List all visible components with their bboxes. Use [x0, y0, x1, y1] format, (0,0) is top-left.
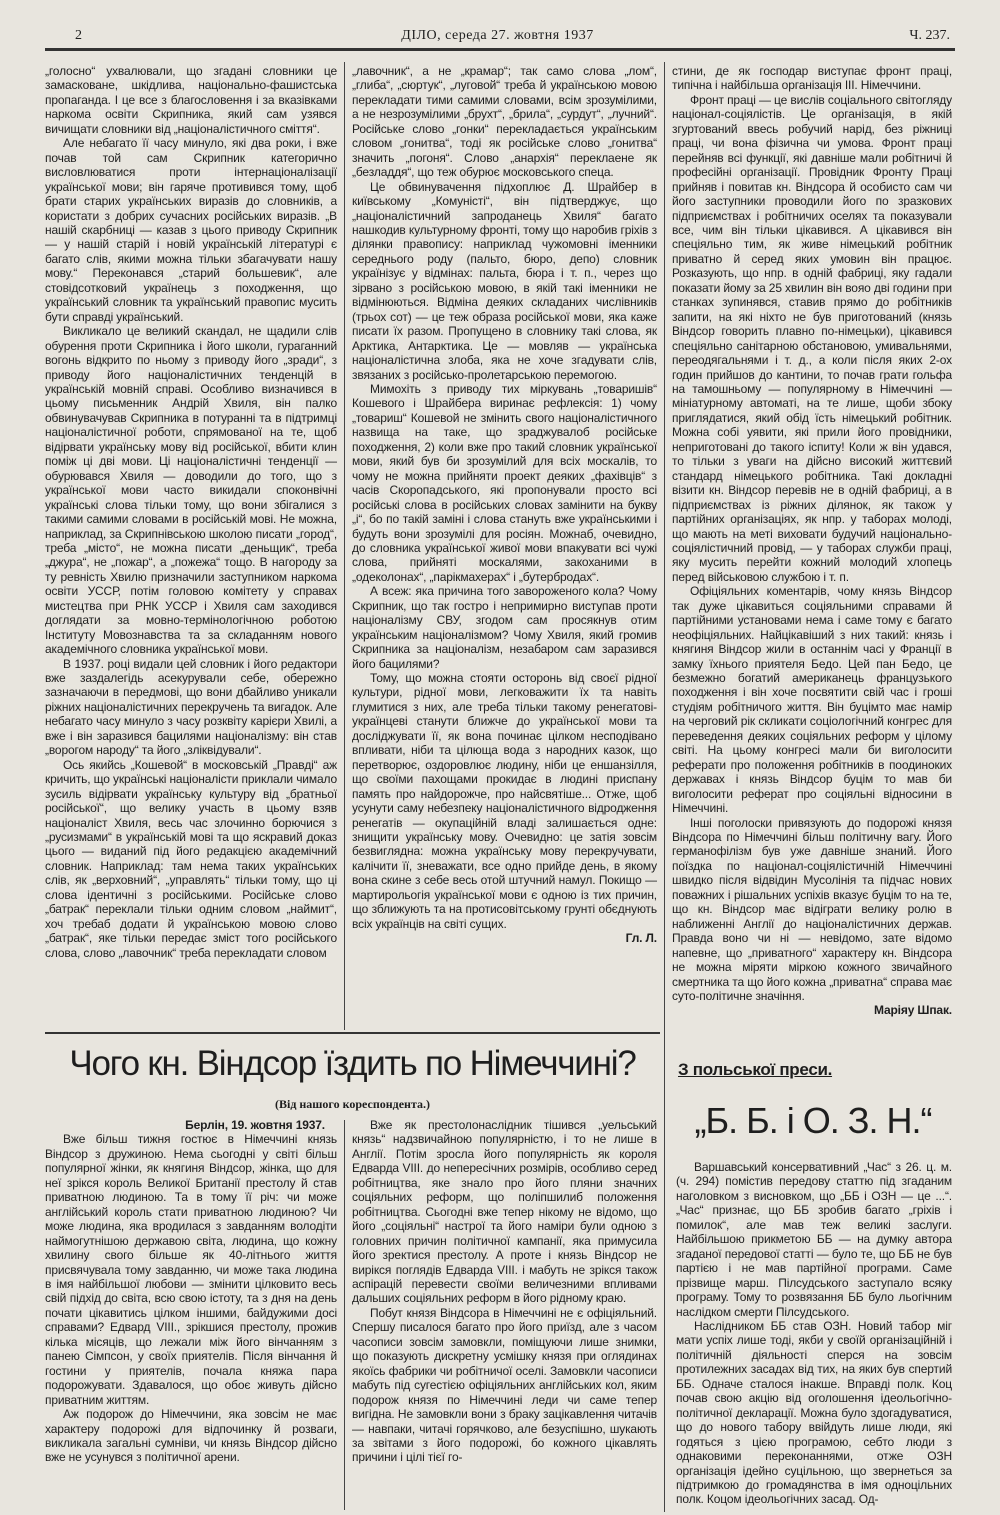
paragraph: Це обвинувачення підхоплює Д. Шрайбер в київському „Комуністі“, він підтверджує, що „націоналістичний запроданець Хвиля“ багато нашкодив культурному фронті, тому що наробив гріхів з ділянки правопису: наприклад чужомовні іменники середнього роду (пальто, бюро, депо) словник українізує у відмінах: пальта, бюра і т. п., через що зірвано з російською мовою, в якій такі іменники не відмінюються. Відміна деяких складаних числівників (трьох сот) — це теж образа російської мови, яка каже писати їх разом. Пропущено в словнику такі слова, як Арктика, Антарктика. Це — мовляв — українська націоналістична злоба, яка не хоче згадувати слів, звязаних з російсько-пролетарською перемогою.	[352, 179, 657, 382]
paragraph: Варшавський консервативний „Час“ з 26. ц. м. (ч. 294) помістив передову статтю під згаданим наголовком з висновком, що „ББ і ОЗН — це ...“. „Час“ признає, що ББ зробив багато „гріхів і помилок“, але мав теж великі заслуги. Найбільшою прикметою ББ — на думку автора згаданої передової статті — було те, що ББ не був партією і не мав партійної програми. Саме прізвище марш. Пілсудського заступало всяку програму. Тому то розвязання ББ було льогічним наслідком смерти Пілсудського.	[676, 1160, 952, 1319]
paragraph: Вже як престолонаслідник тішився „уельський князь“ надзвичайною популярністю, і то не лише в Англії. Потім зросла його популярність як короля Едварда VIII. до непересічних розмірів, особливо серед робітництва, яке знало про його пляни значних соціяльних реформ, що поліпшилиб положення робітництва. Сьогодні вже тепер нікому не відомо, що його „соціяльні“ настрої та його наміри були одною з головних причин політичної кампанії, яка примусила його зректися престолу. А проте і князь Віндсор не вирікся поглядів Едварда VIII. і мабуть не зрікся також аспірацій перевести своїми величезними впливами дальших соціяльних реформ в його рідному краю.	[352, 1118, 657, 1306]
dateline: Берлін, 19. жовтня 1937.	[185, 1118, 325, 1132]
section-rule	[45, 1032, 660, 1034]
signature: Гл. Л.	[625, 931, 657, 946]
paragraph: Вже більш тижня гостює в Німеччині князь Віндсор з дружиною. Нема сьогодні у світі більш популярної жінки, як княгиня Віндсор, жінка, що для неї зрікся король Великої Британії престолу й став приватною людиною. Та в тому її річ: чи може англійський король стати приватною людиною? Чи може людина, яка вродилася з завданням володіти наймогутнішою державою світа, людина, що кожну хвилину свого більше як 40-літнього життя присвячувала тому завданню, чи може така людина в імя найбільшої любови — змінити цілковито весь свій підхід до світа, всю свою істоту, та з дня на день почати цікавитись цілком іншими, байдужими досі справами? Едвард VIII., зрікшися престолу, прожив кілька місяців, що лежали між його вінчанням з панею Сімпсон, у своїх приятелів. Після вінчання й гостини у приятелів, почала княжа пара подорожувати. Здавалося, що обоє живуть дійсно приватним життям.	[45, 1132, 337, 1407]
paragraph: А всеж: яка причина того завороженого кола? Чому Скрипник, що так гостро і непримирно виступав проти націоналізму СВУ, згодом сам просякнув отим українським націоналізмом? Чому Хвиля, який громив Скрипника за націоналізм, незабаром сам заразився його бацилями?	[352, 584, 657, 671]
paragraph: Мимохіть з приводу тих міркувань „товаришів“ Кошевого і Шрайбера виринає рефлексія: 1) чому „товариш“ Кошевой не змінить свого націоналістичного назвища на таке, що зраджувалоб російське походження, 2) коли вже про такий словник української мови, який був би зрозумілий для всіх москалів, то чому не можна прийняти проект деяких „фахівців“ з часів Скоропадського, які пропонували просто всі російські слова в російських словах замінити на букву „і“, бо по такій заміні і слова стануть вже українськими і будуть вони зрозумілі для росіян. Можнаб, очевидно, до словника української живої мови впакувати всі чужі слова, прийняті москалями, закоханими в „одеколонах“, „парікмахерах“ і „бутербродах“.	[352, 381, 657, 584]
paragraph: Ось якийсь „Кошевой“ в московській „Правді“ аж кричить, що українські націоналісти приклали чимало зусиль відірвати українську культуру від „братньої російської“, що велику участь в цьому взяв націоналіст Хвиля, весь час злочинно борючися з „русизмами“ в українській мові та що яскравий доказ цього — виданий під його редакцією академічний словник. Наприклад: там нема таких українських слів, як „верховний“, „управлять“ тільки тому, що ці слова ідентичні з російськими. Російське слово „батрак“ переклали тільки одним словом „наймит“, хоч требаб додати й українською мовою слово „батрак“, яке тільки передає зміст того російського слова, слово „лавочник“ треба перекладати словом	[45, 757, 337, 960]
paragraph: Офіціяльних коментарів, чому князь Віндсор так дуже цікавиться соціяльними справами й партійними установами нема і саме тому є багато неофіціяльних. Найцікавіший з них такий: князь і княгиня Віндсор жили в останнім часі у Франції в замку їхнього приятеля Бедо. Цей пан Бедо, це безмежно богатий американець французького походження і він хоче посвятити свій час і гроші студіям робітничого життя. Він буцімто має намір на черговий рік скликати соціологічний конгрес для переведення деяких соціяльних реформ у цілому світі. На цьому конгресі мали би виголосити реферати про положення робітників в поодиноких державах і князь Віндсор буцім то мав би виголосити реферат про соціяльні відносини в Німеччині.	[672, 584, 952, 816]
byline: (Від нашого кореспондента.)	[274, 1097, 430, 1111]
article1-column-2	[352, 64, 657, 1032]
column-divider	[344, 1120, 345, 1510]
paragraph: Тому, що можна стояти осторонь від своєї рідної культури, рідної мови, легковажити їх та навіть глумитися з них, але треба тільки такому ренегатові-українцеві станути ближче до української мови та досліджувати її, як вона починає цілком несподівано впливати, ніби та цілюща вода з народних казок, що перетворює, оздоровлює людину, ніби це еншанзілля, що своїми пахощами прокидає в людині приспану память про найдорожче, про найсвятіше... Отже, щоб усунути саму небезпеку націоналістичного відродження ренегатів — окупаційній владі залишається одне: знищити українську мову. Очевидно: це затія зовсім безвиглядна: можна українську мову перекручувати, калічити її, зневажати, все одно прийде день, в якому вона скине з себе весь отой штучний намул. Покищо — мартирольогія української мови є одною із тих причин, що зближують та на протисовітському грунті обєднують всіх українців на світі сущих.	[352, 671, 657, 931]
masthead: ДІЛО, середа 27. жовтня 1937	[401, 28, 594, 43]
header-rule	[45, 48, 955, 51]
section-title: З польської преси.	[678, 1060, 833, 1079]
paragraph: Викликало це великий скандал, не щадили слів обурення проти Скрипника і його школи, гураганний вогонь відкрито по ньому з приводу його „зради“, з приводу його націоналістичних тенденцій в українській мовній справі. Особливо визначився в цьому письменник Андрій Хвиля, він палко обвинувачував Скрипника в потуранні та в підтримці націоналістичної роботи, спрямованої на те, щоб відірвати українську мову від російської, вбити клин поміж ці дві мови. Ці націоналістичні тенденції — обурювався Хвиля — доводили до того, що з української мови часто викидали споконвічні українські слова тільки тому, що вони збігалися з такими самими словами в російській мові. Не можна, наприклад, за Скрипнівською школою писати „город“, треба „місто“, не можна писати „деньщик“, треба „джура“, не „пожар“, а „пожежа“ тощо. В нагороду за ту ревність Хвилю призначили заступником наркома освіти УССР, потім головою комітету у справах мистецтва при РНК УССР і Хвиля сам заходився доглядати за мовно-термінологічною роботою Інституту Мовознавства та за складанням нового академічного словника української мови.	[45, 324, 337, 657]
paragraph: Побут князя Віндсора в Німеччині не є офіціяльний. Спершу писалося багато про його приїзд, але з часом часописи зовсім замовкли, поміщуючи лише знимки, що показують дискретну усмішку князя при оглядинах якоїсь фабрики чи робітничої оселі. Замовкли часописи мабуть під сугестією офіціяльних англійських кол, яким подорож князя по Німеччині леди чи саме тепер вигідна. Не замовкли вони з браку зацікавлення читачів — навпаки, читачі горячково, але безуспішно, шукають за звітами з його подорожі, бо кожного цікавлять причини і цілі тієї го-	[352, 1305, 657, 1465]
column-divider	[344, 62, 345, 1030]
article2-column-2	[352, 1118, 657, 1513]
column-divider	[664, 62, 665, 1512]
signature: Маріяу Шпак.	[873, 1003, 952, 1018]
paragraph: Наслідником ББ став ОЗН. Новий табор міг мати успіх лише тоді, якби у своїй організаційній і політичній діяльності сперся на зовсім протилежних засадах від тих, на яких був спертий ББ. Одначе сталося інакше. Вправді полк. Коц почав свою акцію від оголошення ідеольогічно-політичної декларації. Можна було здогадуватися, що до нового табору ввійдуть лише люди, які годяться з цією програмою, себто люди з однаковими переконаннями, отже ОЗН організація ідейно суцільною, що звернеться за підтримкою до громадянства в імя одноцільних полк. Коцом ідеольогічних засад. Од-	[676, 1318, 952, 1507]
article1-column-1	[45, 64, 337, 1032]
paragraph: Але небагато її часу минуло, які два роки, і вже почав той сам Скрипник категорично висловлюватися проти інтернаціоналізації української мови; він гаряче противився тому, щоб брати старих українських виразів до словників, а користати з добрих сучасних російських виразів. „В нашій скарбниці — казав з цього приводу Скрипник — у нашій старій і новій українській літературі є багато слів, якими можна тільки збагачувати нашу мову.“ Переконався „старий большевик“, але стовідсотковий українець з походження, що український словник та український правопис мусить бути справді український.	[45, 136, 337, 324]
paragraph: стини, де як господар виступає фронт праці, типічна і найбільша організація III. Німеччини.	[672, 64, 952, 93]
paragraph: „голосно“ ухвалювали, що згадані словники це замасковане, шкідлива, національно-фашистська пропаганда. І це все з благословення і за вказівками наркома освіти Скрипника, який сам узявся вичищати словники від „націоналістичного сміття“.	[45, 64, 337, 136]
article-headline: Чого кн. Віндсор їздить по Німеччині?	[69, 1044, 636, 1083]
paragraph: В 1937. році видали цей словник і його редактори вже заздалегідь асекурували себе, обережно зазначаючи в передмові, що вони дбайливо уникали ріжних націоналістичних перекручень та вигадок. Але небагато часу минуло з часу розквіту карієри Хвилі, а вже і він заразився бацилями націоналізму: він став „ворогом народу“ та його „зліквідували“.	[45, 656, 337, 758]
paragraph: Інші поголоски привязують до подорожі князя Віндсора по Німеччині більш політичну вагу. Його германофілізм був уже давніше знаний. Його поїздка по націонал-соціялістичній Німеччині швидко після відвідин Мусолінія та підчас нових поважних і рішальних успіхів вказує буцім то на те, що кн. Віндсор має відіграти велику ролю в наближенні Англії до націоналістичних держав. Правда воно чи ні — невідомо, зате відомо напевне, що „приватного“ характеру кн. Віндсора не можна міряти міркою кожного звичайного смертника та що його кожна „приватна“ справа має суто-політичне значіння.	[672, 815, 952, 1003]
paragraph: „лавочник“, а не „крамар“; так само слова „лом“, „глиба“, „сюртук“, „луговой“ треба й українською мовою перекладати тими самими словами, всім зрозумілими, а не незрозумілими „брухт“, „брила“, „сурдут“, „лучний“. Російське слово „гонки“ перекладається українським словом „гонитва“, тоді як російське слово „гонитва“ значить „погоня“. Слово „анархія“ переклаене як „безладдя“, що теж обурює московського спеца.	[352, 64, 657, 180]
page-number: 2	[75, 28, 82, 43]
article-headline: „Б. Б. і О. З. Н.“	[694, 1100, 932, 1141]
paragraph: Фронт праці — це вислів соціального світогляду націонал-соціялістів. Це організація, в якій згуртований ввесь робучий нарід, без ріжниці праці, чи вона фізична чи умова. Фронт праці перейняв всі функції, які давніше мали робітничі й професійні організації. Провідник Фронту Праці прийняв і повитав кн. Віндсора й особисто сам чи його заступники проводили його по зразкових підприємствах і робітничих оселях та показували все, чим він тільки цікавився. А цікавився він спеціяльно тим, як живе німецький робітник приватно й серед яких умовин він працює. Розказують, що нпр. в одній фабриці, яку гадали показати йому за 25 хвилин він вояо дві години при станках зупинявся, ставив прямо до робітників запити, на які ніхто не був приготований (князь Віндсор говорить плавно по-німецьки), цікавився спеціяльно санітарною обстановою, умивальнями, переодягальнями і т. д., а коли після яких 2-ох годин прийшов до кантини, то почав грати гольфа на тамошньому — популярному в Німеччині — мініатурному автоматі, на те лише, щоби збоку приглядатися, який обід їсть німецький робітник. Можна собі уявити, які прили його провідники, неприготовані до такого іспиту! Коли ж він удався, то тільки з уваги на дійсно високий життєвий стандард німецького робітника. Такі докладні візити кн. Віндсор перевів не в одній фабриці, а в підприємствах із ріжних ділянок, як також у партійних організаціях, як нпр. у таборах молоді, що мають на меті виховати будучий національно-соціялістичний провід, — у таборах служби праці, яку мусить перейти кожний молодий хлопець перед військовою службою і т. п.	[672, 92, 952, 584]
article2-column-1	[45, 1118, 337, 1513]
issue-number: Ч. 237.	[909, 28, 950, 43]
article3-column	[676, 1160, 952, 1512]
paragraph: Аж подорож до Німеччини, яка зовсім не має характеру подорожі для відпочинку й розваги, викликала загальні сумніви, чи князь Віндсор дійсно вже не усунувся з політичної арени.	[45, 1407, 337, 1465]
page-header	[45, 28, 950, 46]
article2-continuation	[672, 64, 952, 1044]
